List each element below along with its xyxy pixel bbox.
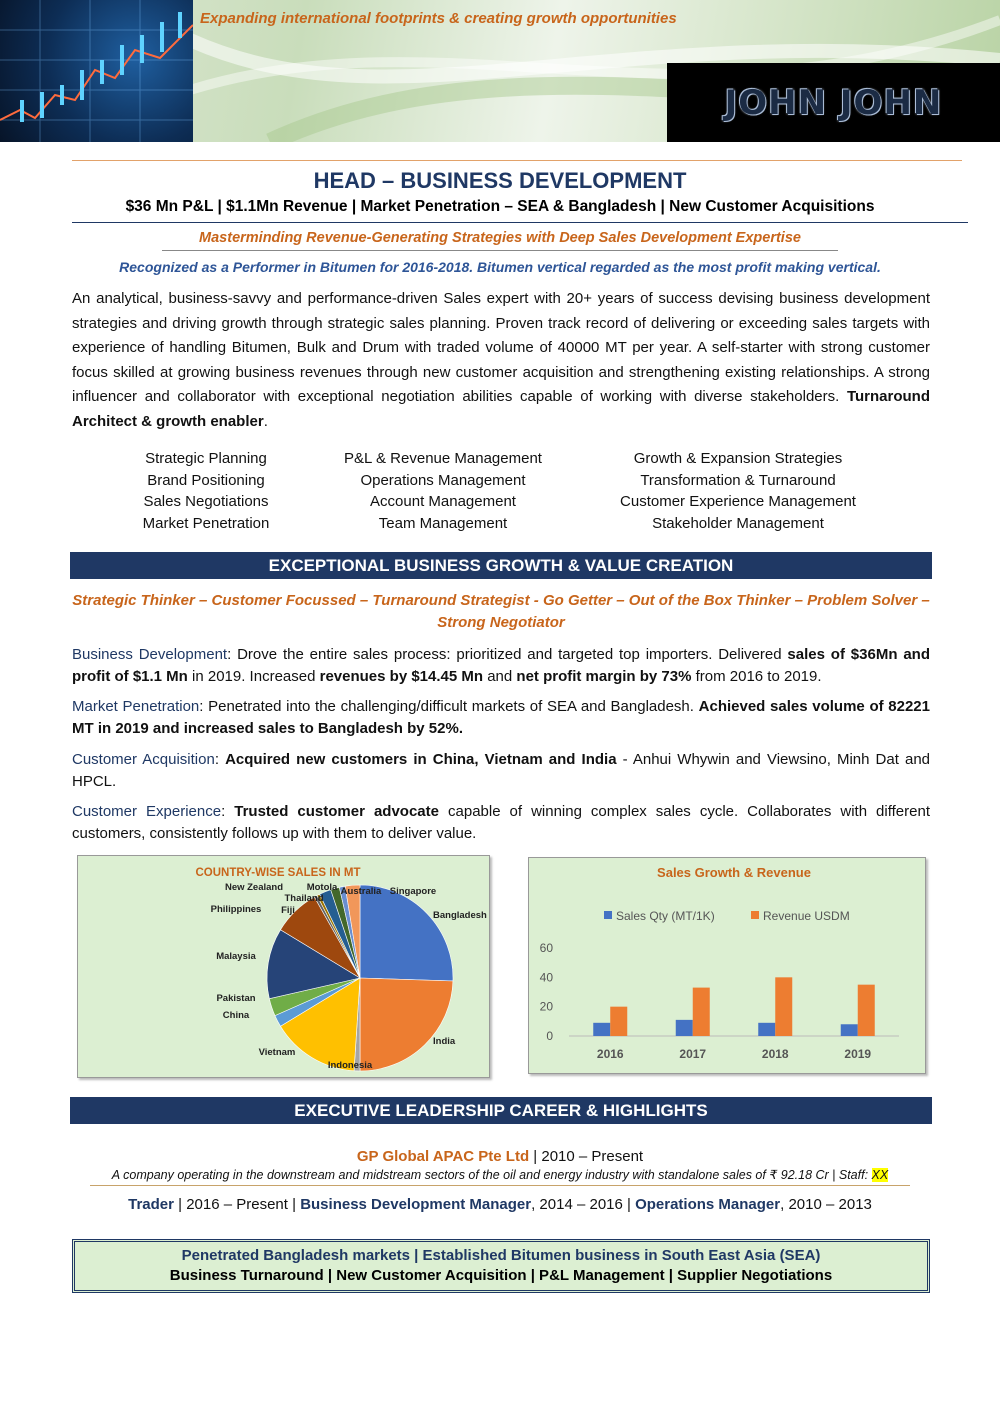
y-tick-label: 40 <box>539 970 553 985</box>
achievement-customer-experience: Customer Experience: Trusted customer advocate capable of winning complex sales cycle. Collaborates with different customers, consistently follows up with them to deliver value. <box>72 803 930 842</box>
bar-revenue-2018 <box>775 977 792 1036</box>
recognition-line: Recognized as a Performer in Bitumen for 2016-2018. Bitumen vertical regarded as the most profit making vertical. <box>119 259 881 275</box>
divider <box>72 160 962 161</box>
bar-sales-qty-2016 <box>593 1023 610 1036</box>
divider <box>162 250 838 251</box>
skills-column-1 <box>106 448 306 534</box>
pie-label: Vietnam <box>258 1047 296 1058</box>
pie-label: Indonesia <box>327 1060 373 1071</box>
pie-label: Motola <box>306 882 338 893</box>
x-tick-label: 2019 <box>844 1047 872 1061</box>
bar-revenue-2016 <box>610 1007 627 1036</box>
pie-label: Pakistan <box>216 993 256 1004</box>
company-line: GP Global APAC Pte Ltd | 2010 – Present <box>356 1148 644 1165</box>
roles-line: Trader | 2016 – Present | Business Development Manager, 2014 – 2016 | Operations Manager, 2010 – 2013 <box>128 1196 872 1213</box>
bar-sales-qty-2019 <box>841 1024 858 1036</box>
skill-item: Customer Experience Management <box>620 493 856 510</box>
x-tick-label: 2016 <box>596 1047 624 1061</box>
pie-label: India <box>433 1036 456 1047</box>
y-tick-label: 60 <box>539 941 553 955</box>
stock-chart-image <box>0 0 193 142</box>
legend-swatch <box>751 911 759 919</box>
pie-label: Fiji <box>281 905 295 916</box>
pie-label: Thailand <box>284 893 324 904</box>
x-tick-label: 2017 <box>679 1047 707 1061</box>
pie-label: China <box>222 1010 250 1021</box>
company-name: GP Global APAC Pte Ltd <box>356 1148 530 1165</box>
achievement-business-development: Business Development: Drove the entire sales process: prioritized and targeted top importers. Delivered sales of $36Mn and profit of $1.1 Mn in 2019. Increased revenues by $14.45 Mn and net profit margin by 73% from 2016 to 2019. <box>72 646 930 685</box>
pie-label: Philippines <box>210 904 262 915</box>
bar-revenue-2019 <box>858 985 875 1036</box>
skills-column-2 <box>318 448 568 534</box>
pie-slice-bangladesh <box>360 885 453 981</box>
skill-item: Market Penetration <box>142 514 270 532</box>
divider <box>72 222 968 223</box>
achievement-market-penetration: Market Penetration: Penetrated into the challenging/difficult markets of SEA and Bangladesh. Achieved sales volume of 82221 MT in 2019 and increased sales to Bangladesh by 52%. <box>72 698 930 737</box>
company-description: A company operating in the downstream and midstream sectors of the oil and energy industry with standalone sales of ₹ 92.18 Cr | Staff: XX <box>111 1168 889 1182</box>
skills-column-3 <box>598 448 878 534</box>
skill-item: Team Management <box>378 514 508 532</box>
bar-revenue-2017 <box>693 988 710 1036</box>
skill-item: Brand Positioning <box>147 471 265 489</box>
legend-label: Revenue USDM <box>763 909 850 923</box>
headline-subtitle: $36 Mn P&L | $1.1Mn Revenue | Market Penetration – SEA & Bangladesh | New Customer Acquisitions <box>125 198 875 215</box>
legend-label: Sales Qty (MT/1K) <box>616 909 715 923</box>
x-tick-label: 2018 <box>761 1047 789 1061</box>
bar-chart-title: Sales Growth & Revenue <box>657 865 811 880</box>
page-title: HEAD – BUSINESS DEVELOPMENT <box>313 168 687 193</box>
country-sales-pie-chart <box>77 855 490 1078</box>
section-header-career: EXECUTIVE LEADERSHIP CAREER & HIGHLIGHTS <box>70 1097 932 1124</box>
profile-summary: An analytical, business-savvy and performance-driven Sales expert with 20+ years of success devising business development strategies and driving growth through strategic sales planning. Proven track record of delivering or exceeding sales targets with experience of handling Bitumen, Bulk and Drum with traded volume of 40000 MT per year. A self-starter with strong customer focus skilled at growing business revenues through new customer acquisition and strengthening existing relationships. A strong influencer and collaborator with exceptional negotiation abilities capable of working with diverse stakeholders. Turnaround Architect & growth enabler. <box>72 290 930 430</box>
staff-count: XX <box>871 1168 889 1182</box>
career-highlights-box <box>72 1239 930 1293</box>
pie-label: Bangladesh <box>433 910 487 921</box>
skill-item: Stakeholder Management <box>652 514 824 532</box>
section-header-growth: EXCEPTIONAL BUSINESS GROWTH & VALUE CREATION <box>70 552 932 579</box>
divider <box>90 1185 910 1186</box>
bar-sales-qty-2017 <box>676 1020 693 1036</box>
skill-item: Sales Negotiations <box>143 493 269 510</box>
skill-item: P&L & Revenue Management <box>344 450 542 467</box>
pie-label: Malaysia <box>216 951 256 962</box>
header-banner <box>0 0 1000 142</box>
pie-chart-title: COUNTRY-WISE SALES IN MT <box>195 867 361 879</box>
pie-label: Singapore <box>389 886 437 897</box>
bar-sales-qty-2018 <box>758 1023 775 1036</box>
highlight-line-1: Penetrated Bangladesh markets | Established Bitumen business in South East Asia (SEA) <box>181 1247 821 1264</box>
y-tick-label: 20 <box>539 999 553 1014</box>
highlight-line-2: Business Turnaround | New Customer Acquisition | P&L Management | Supplier Negotiations <box>169 1267 833 1284</box>
legend-swatch <box>604 911 612 919</box>
pie-label: New Zealand <box>224 882 284 893</box>
skill-item: Transformation & Turnaround <box>640 471 836 489</box>
candidate-name: JOHN JOHN <box>724 82 943 123</box>
skill-item: Growth & Expansion Strategies <box>633 450 843 467</box>
value-tagline: Masterminding Revenue-Generating Strategies with Deep Sales Development Expertise <box>199 230 801 246</box>
pie-label: Australia <box>340 886 382 897</box>
banner-tagline: Expanding international footprints & creating growth opportunities <box>200 10 677 27</box>
skill-item: Operations Management <box>360 471 526 489</box>
pie-slice-india <box>360 978 453 1071</box>
sales-growth-bar-chart <box>528 857 926 1074</box>
traits-line: Strategic Thinker – Customer Focussed – Turnaround Strategist - Go Getter – Out of the Box Thinker – Problem Solver – Strong Negotiator <box>72 592 930 631</box>
skill-item: Account Management <box>370 493 516 510</box>
y-tick-label: 0 <box>546 1029 553 1043</box>
skill-item: Strategic Planning <box>145 450 267 467</box>
name-box <box>667 63 1000 142</box>
achievement-customer-acquisition: Customer Acquisition: Acquired new customers in China, Vietnam and India - Anhui Whywin and Viewsino, Minh Dat and HPCL. <box>72 751 931 790</box>
